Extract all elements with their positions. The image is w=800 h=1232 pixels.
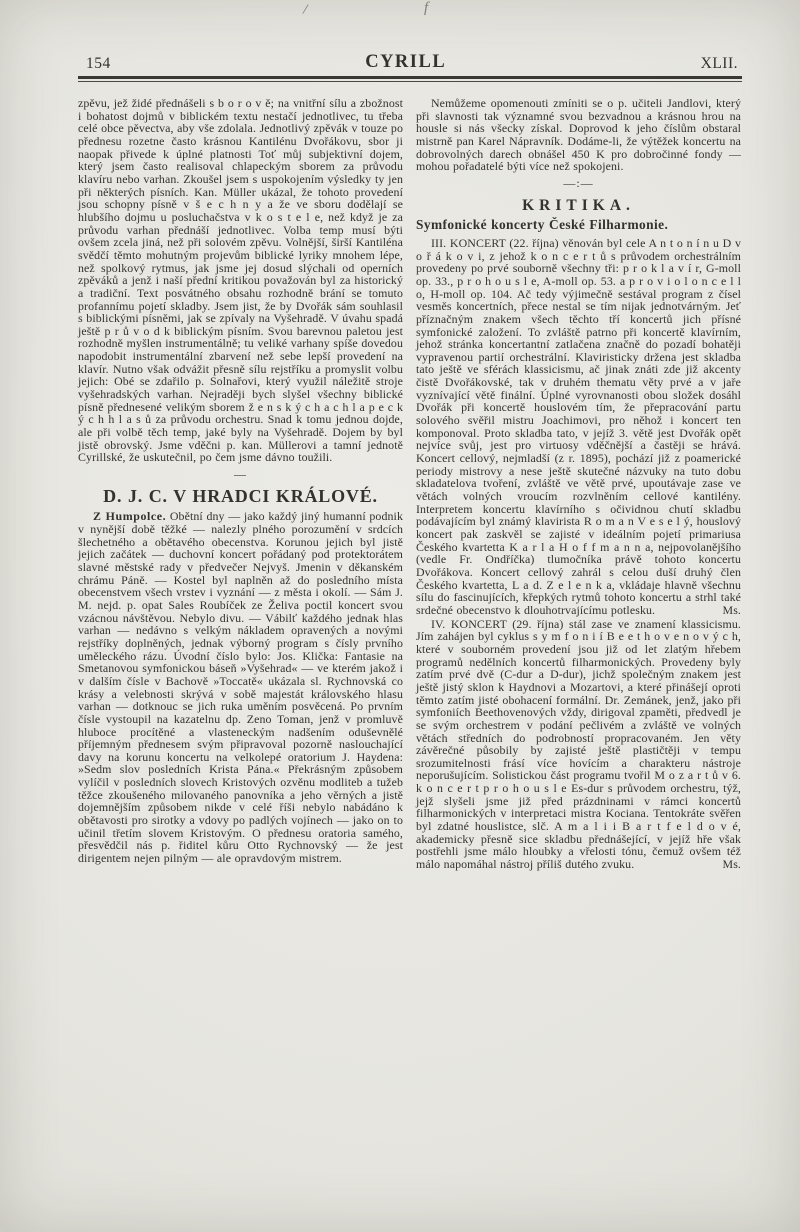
scan-artifact: /: [301, 1, 309, 19]
header-rule-thin: [78, 81, 742, 82]
paragraph: Nemůžeme opomenouti zmíniti se o p. učiteli Jandlovi, který při slavnosti tak významné svou bezvadnou a krásnou hrou na housle si nás všecky získal. Doprovod k jeho číslům obstaral mistrně pan Karel Nápravník. Dodáme-li, že výtěžek koncertu na dobrovolných darech obnášel 450 K pro dobročinné fondy — mohou pořadatelé býti více než spokojeni.: [416, 96, 741, 174]
right-column: [416, 97, 741, 872]
section-divider: —:—: [563, 175, 594, 190]
reviewer-initials: Ms.: [722, 857, 741, 872]
page-header: [78, 52, 742, 76]
left-column: [78, 97, 403, 872]
paragraph-lead: Z Humpolce.: [93, 509, 167, 524]
header-rule-thick: [78, 76, 742, 79]
volume-number: XLII.: [700, 55, 738, 72]
section-heading: D. J. C. V HRADCI KRÁLOVÉ.: [103, 485, 378, 506]
scan-artifact: f: [424, 0, 429, 16]
paragraph: zpěvu, jež židé přednášeli s b o r o v ě; na vnitřní sílu a zbožnost i bohatost dojmů v biblickém textu nestačí jednotlivec, tu třeba celé obce pěvectva, aby vše zdolala. Jednotlivý zpěvák v touze po přednesu rozetne často krásnou Kantilénu Dvořákovu, sbor ji naopak přivede k úplné platnosti Toť můj subjektivní dojem, který jsem často realisoval chlapeckým sborem za průvodu klavíru nebo varhan. Zkoušel jsem s uspokojením výsledky ty jen při některých písních. Kan. Müller ukázal, že tohoto provedení jsou schopny písně v š e c h n y a že ve sboru dodělají se hlubšího dojmu u posluchačstva v k o s t e l e, než když je za průvodu varhan přednáší jednotlivec. Volba temp musí býti ovšem zcela jiná, než při solovém zpěvu. Volnější, širší Kantiléna svědčí těmto mohutným projevům biblické lyriky mnohem lépe, než spolkový rytmus, jak jsme jej dosud slýchali od operních zpěváků a jenž i naší přední kritikou považován byl za historický a tradiční. Text posvátného obsahu rozhodně brání se tomuto profannímu pojetí skladby. Jsem jist, že by Dvořák sám souhlasil s biblickými písněmi, jak se zpívaly na Vyšehradě. V úvahu spadá ještě p r ů v o d k biblickým písním. Svou barevnou paletou jest rozhodně myšlen instrumentálně; tu veliké varhany spíše dovedou napodobit instrumentální zbarvení než sebe lepší provedení na klavír. Nutno však odvážit přesně sílu rejstříku a promyslit volbu jejich: Obé se zdařilo p. Solnařovi, který využil náležitě stroje vyšehradských varhan. Nejraději bych slyšel všechny biblické písně přednesené velikým sborem ž e n s k ý c h a c h l a p e c k ý c h h l a s ů za průvodu orchestru. Snad k tomu jednou dojde, ale při volbě těch temp, jaké byly na Vyšehradě. Dojem by byl jistě obrovský. Jsme vděčni p. kan. Müllerovi a tamní jednotě Cyrillské, že uskutečnil, po čem jsme dávno toužili.: [78, 96, 403, 465]
journal-title: CYRILL: [365, 52, 447, 72]
reviewer-initials: Ms.: [722, 602, 741, 617]
paragraph: III. KONCERT (22. října) věnován byl cele A n t o n í n u D v o ř á k o v i, z jehož k o n c e r t ů s průvodem orchestrálním provedeny po prvé souborně všechny tři: p r o k l a v í r, G-moll op. 33., p r o h o u s l e, A-moll op. 53. a p r o v i o l o n c e l l o, H-moll op. 104. Ač tedy výjimečně sestával program z čísel vesměs koncertních, přece nestal se tím nijak jednotvárným. Jeť příznačným znakem všech těchto tří koncertů jich přísné symfonické založení. To zvláště patrno při koncertě klavírním, jehož stránka koncertantní zatlačena značně do pozadí bohatěji vypravenou partií orchestrální. Klaviristicky držena jest skladba tato ještě ve sférách klassicismu, ač jinak znáti zde již akcenty čistě Dvořákovské, tak v druhém thematu věty prvé a v jaře vyznívající větě finální. Úplné vyrovnanosti obou složek dosáhl Dvořák při koncertě houslovém tím, že přepracování partu solového svěřil mistru Joachimovi, pro něhož i koncert ten komponoval. Proto skladba tato, v jejíž 3. větě jest Dvořák opět nejvíce svůj, jest pro virtuosy vděčnější a častěji se hrává. Koncert cellový, nejmladší (z r. 1895), pochází již z poamerické periody mistrovy a nese ještě skutečné názvuky na tuto dobu skladatelova tvoření, zvláště ve větě prvé, upoutávaje zase ve větách volných vroucím rozvlněním cellové kantilény. Interpretem koncertu klavírního s očividnou chutí skladbu podávajícím byl známý klavirista R o m a n V e s e l ý, houslový koncert pak zaskvěl se zajisté v ideálním pojetí primariusa Českého kvartetta K a r l a H o f f m a n n a, nejpovolanějšího (vedle Fr. Ondříčka) tlumočníka právě tohoto koncertu Dvořákova. Koncert cellový zahrál s celou duší druhý člen Českého kvartetta, L a d. Z e l e n k a, vkládaje hlavně všechnu sílu do fascinujících, křepkých rytmů tohoto koncertu a strhl také srdečné obecenstvo k dlouhotrvajícímu potlesku. Ms.: [416, 235, 741, 617]
page-number: 154: [86, 55, 111, 72]
paragraph: Z Humpolce. Obětní dny — jako každý jiný humanní podnik v nynější době těžké — nalezly plného porozumění v srdcích šlechetného a obětavého obecenstva. Korunou jejich byl jistě jejich začátek — duchovní koncert pořádaný pod protektorátem slavné městské rady v předvečer Nejvyš. Jmenin v děkanském chrámu Páně. — Kostel byl naplněn až do posledního místa obecenstvem všech vrstev i vyznání — z města i okolí. — Sám J. M. nejd. p. opat Sales Roubíček ze Želiva poctil koncert svou vzácnou návštěvou. Nebylo divu. — Vábilť každého jednak hlas varhan — nedávno s velkým nákladem opravených a novými rejstříky doplněných, jednak výborný program s čísly prvního uměleckého rázu. Úvodní číslo bylo: Jos. Klička: Fantasie na Smetanovou symfonickou báseň »Vyšehrad« — ve kterém jakož i v dalším čísle v Bachově »Toccatě« ukázala sl. Rychnovská co krásy a velebnosti skrývá v sobě majestát královského hlasu varhan — dotknouc se jich ruka uměním posvěcená. Po prvním čísle vystoupil na kazatelnu dp. Zeno Toman, jenž v promluvě hluboce procítěné a vlasteneckým nadšením oduševnělé příjemným přednesem svým připravoval pozorně naslouchající davy na korunu koncertu na velkolepé oratorium J. Haydena: »Sedm slov posledních Krista Pána.« Překrásným způsobem vylíčil v posledních slovech Kristových ozvěnu modliteb a tužeb těžce zkoušeného milovaného panovníka a jeho věrných a jistě dojemnějším způsobem nikde v celé říši nebylo nabádáno k obětavosti pro sirotky a vdovy po padlých vojínech — jako on to učinil třetím slovem Kristovým. O přednesu oratoria samého, přesvědčil nás p. řiditel kůru Otto Rychnovský — že jest dirigentem nejen pilným — ale opravdovým mistrem.: [78, 509, 403, 866]
article-subheading: Symfonické koncerty České Filharmonie.: [416, 217, 669, 233]
text-columns: [78, 97, 742, 872]
section-divider: —: [234, 467, 247, 482]
page-content: [78, 52, 742, 872]
paragraph: IV. KONCERT (29. října) stál zase ve znamení klassicismu. Jím zahájen byl cyklus s y m f o n i í B e e t h o v e n o v ý c h, které v souborném provedení jsou již od let zlatým hřebem programů nedělních koncertů filharmonických. Provedeny byly zatím prvé dvě (C-dur a D-dur), jichž společným znakem jest ještě jistý sklon k Haydnovi a Mozartovi, a které přinášejí oproti těmto zatím jisté obohacení formální. Dr. Zemánek, jenž, jako při symfoniích Beethovenových vždy, dirigoval zpaměti, předvedl je se svým orchestrem v podání pečlivém a zvláště ve volných větách středních do podrobností propracovaném. Jen věty závěrečné působily by zajisté ještě plastičtěji v tempu srozumitelnosti frásí více hovícím a charakteru nástroje neporušujícím. Solistickou část programu tvořil M o z a r t ů v 6. k o n c e r t p r o h o u s l e Es-dur s průvodem orchestru, týž, jejž slyšeli jsme již před prázdninami v rámci koncertů filharmonických v interpretaci mistra Kociana. Tentokráte svěřen byl zdatné houslistce, slč. A m a l i i B a r t f e l d o v é, akademicky přesně sice skladbu přednášející, v jejíž hře však postřehli jsme málo hloubky a vřelosti tónu, čemuž ovšem též málo napomáhal nástroj příliš dutého zvuku. Ms.: [416, 616, 741, 872]
section-heading: KRITIKA.: [522, 196, 635, 214]
